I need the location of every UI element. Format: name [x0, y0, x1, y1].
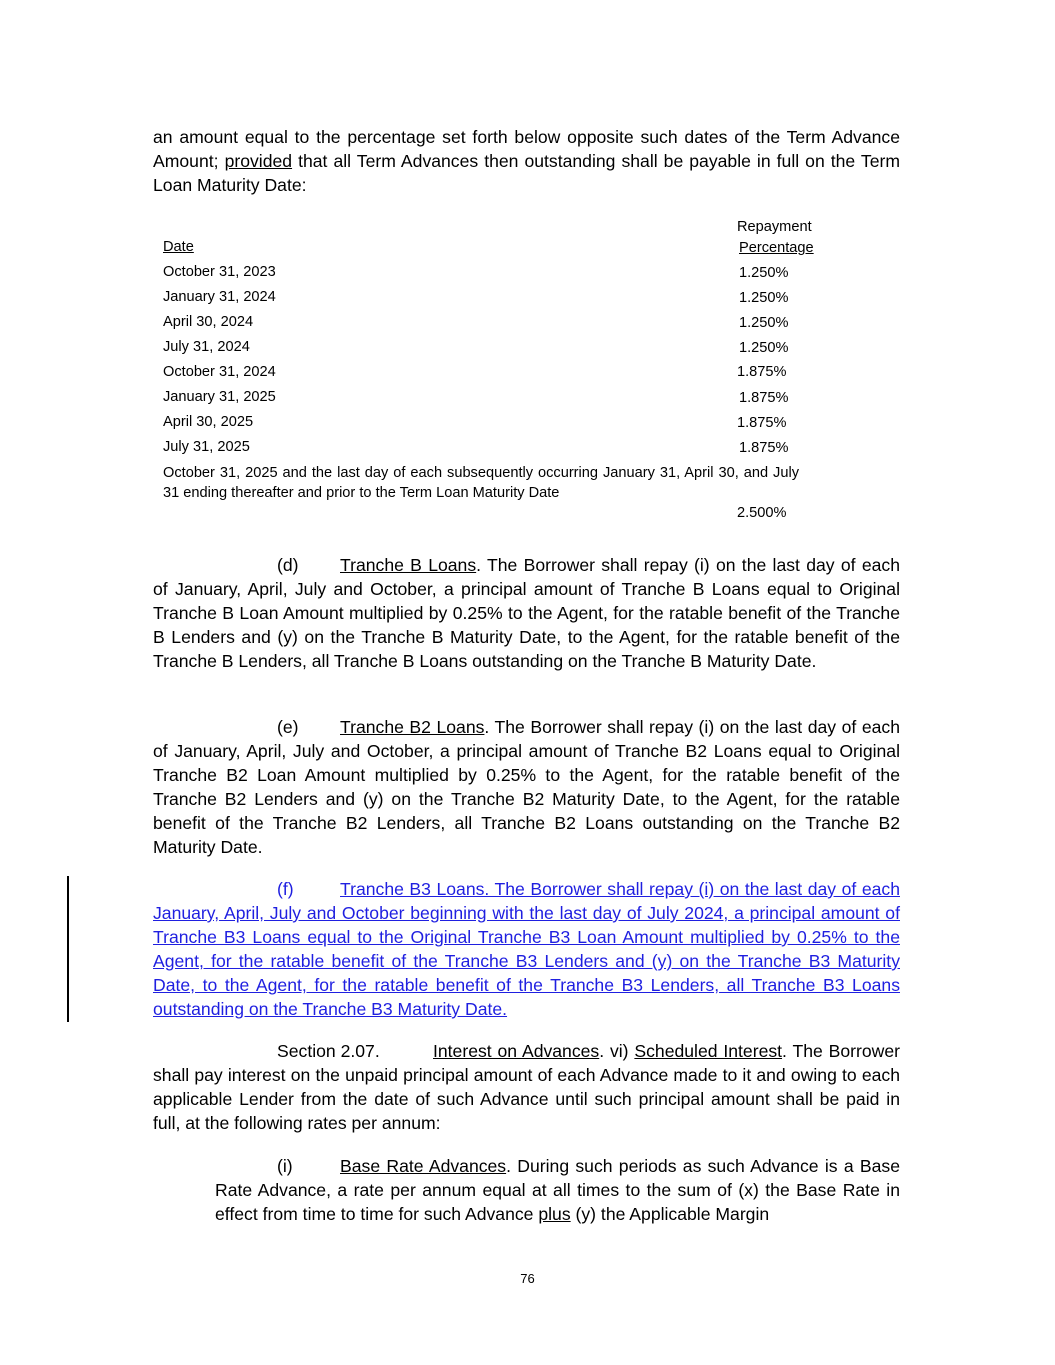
paragraph-d: (d) Tranche B Loans. The Borrower shall repay (i) on the last day of each of January, April, July and October, a principal amount of Tranche B Loans equal to Original Tranche B Loan Amount multiplied by 0.25% to the Agent, for the ratable benefit of the Tranche B Lenders and (y) on the Tranche B Maturity Date, to the Agent, for the ratable benefit of the Tranche B Lenders, all Tranche B Loans outstanding on the Tranche B Maturity Date. — [153, 555, 900, 671]
table-row-date: April 30, 2025 — [163, 414, 254, 430]
table-row-pct: 1.250% — [739, 340, 789, 356]
table-row-date: July 31, 2025 — [163, 439, 250, 455]
table-row-date: July 31, 2024 — [163, 339, 250, 355]
table-last-row-pct: 2.500% — [737, 505, 787, 521]
table-last-row-date: October 31, 2025 and the last day of each subsequently occurring January 31, April 30, and July 31 ending thereafter and prior to the Term Loan Maturity Date — [163, 465, 799, 501]
table-row-pct: 1.875% — [737, 364, 787, 380]
section-number: Section 2.07. — [277, 1041, 380, 1061]
paragraph-e-heading: Tranche B2 Loans — [340, 717, 485, 737]
revision-change-bar — [67, 876, 69, 1022]
page-number: 76 — [520, 1271, 535, 1286]
table-row-date: January 31, 2025 — [163, 389, 276, 405]
table-row-pct: 1.250% — [739, 265, 789, 281]
table-row-pct: 1.875% — [739, 440, 789, 456]
table-row-pct: 1.250% — [739, 315, 789, 331]
intro-paragraph: an amount equal to the percentage set forth below opposite such dates of the Term Advance Amount; provided that all Term Advances then outstanding shall be payable in full on the Term Loan Maturity Date: — [153, 127, 901, 195]
paragraph-i: (i) Base Rate Advances. During such periods as such Advance is a Base Rate Advance, a rate per annum equal at all times to the sum of (x) the Base Rate in effect from time to time for such Advance plus (y) the Applicable Margin — [215, 1156, 900, 1224]
table-row-pct: 1.875% — [737, 415, 787, 431]
paragraph-d-heading: Tranche B Loans — [340, 555, 477, 575]
section-2-07: Section 2.07. Interest on Advances. vi) Scheduled Interest. The Borrower shall pay interest on the unpaid principal amount of each Advance made to it and owing to each applicable Lender from the date of such Advance until such principal amount shall be paid in full, at the following rates per annum: — [153, 1041, 900, 1133]
col-header-pct-1: Repayment — [737, 219, 812, 235]
section-heading: Interest on Advances — [433, 1041, 600, 1061]
table-row-pct: 1.250% — [739, 290, 789, 306]
paragraph-f-label: (f) — [277, 879, 294, 899]
paragraph-f-inserted — [153, 877, 900, 1021]
table-row-date: October 31, 2023 — [163, 264, 276, 280]
paragraph-f-text: Tranche B3 Loans. The Borrower shall repay (i) on the last day of each January, April, July and October beginning with the last day of July 2024, a principal amount of Tranche B3 Loans equal to the Original Tranche B3 Loan Amount multiplied by 0.25% to the Agent, for the ratable benefit of the Tranche B3 Lenders and (y) on the Tranche B3 Maturity Date, to the Agent, for the ratable benefit of the Tranche B3 Lenders, all Tranche B3 Loans outstanding on the Tranche B3 Maturity Date. — [153, 879, 900, 1019]
paragraph-e: (e) Tranche B2 Loans. The Borrower shall repay (i) on the last day of each of January, April, July and October, a principal amount of Tranche B2 Loans equal to Original Tranche B2 Loan Amount multiplied by 0.25% to the Agent, for the ratable benefit of the Tranche B2 Lenders and (y) on the Tranche B2 Maturity Date, to the Agent, for the ratable benefit of the Tranche B2 Lenders, all Tranche B2 Loans outstanding on the Tranche B2 Maturity Date. — [153, 717, 900, 857]
col-header-pct-2: Percentage — [739, 240, 814, 256]
table-row-pct: 1.875% — [739, 390, 789, 406]
provided-term: provided — [224, 151, 293, 171]
paragraph-i-label: (i) — [277, 1156, 293, 1176]
col-header-date: Date — [163, 239, 194, 255]
table-row-date: April 30, 2024 — [163, 314, 254, 330]
paragraph-e-label: (e) — [277, 717, 299, 737]
plus-term: plus — [538, 1204, 571, 1224]
table-row-date: January 31, 2024 — [163, 289, 276, 305]
paragraph-d-label: (d) — [277, 555, 299, 575]
paragraph-i-heading: Base Rate Advances — [340, 1156, 507, 1176]
section-subheading: Scheduled Interest — [634, 1041, 783, 1061]
table-row-date: October 31, 2024 — [163, 364, 276, 380]
